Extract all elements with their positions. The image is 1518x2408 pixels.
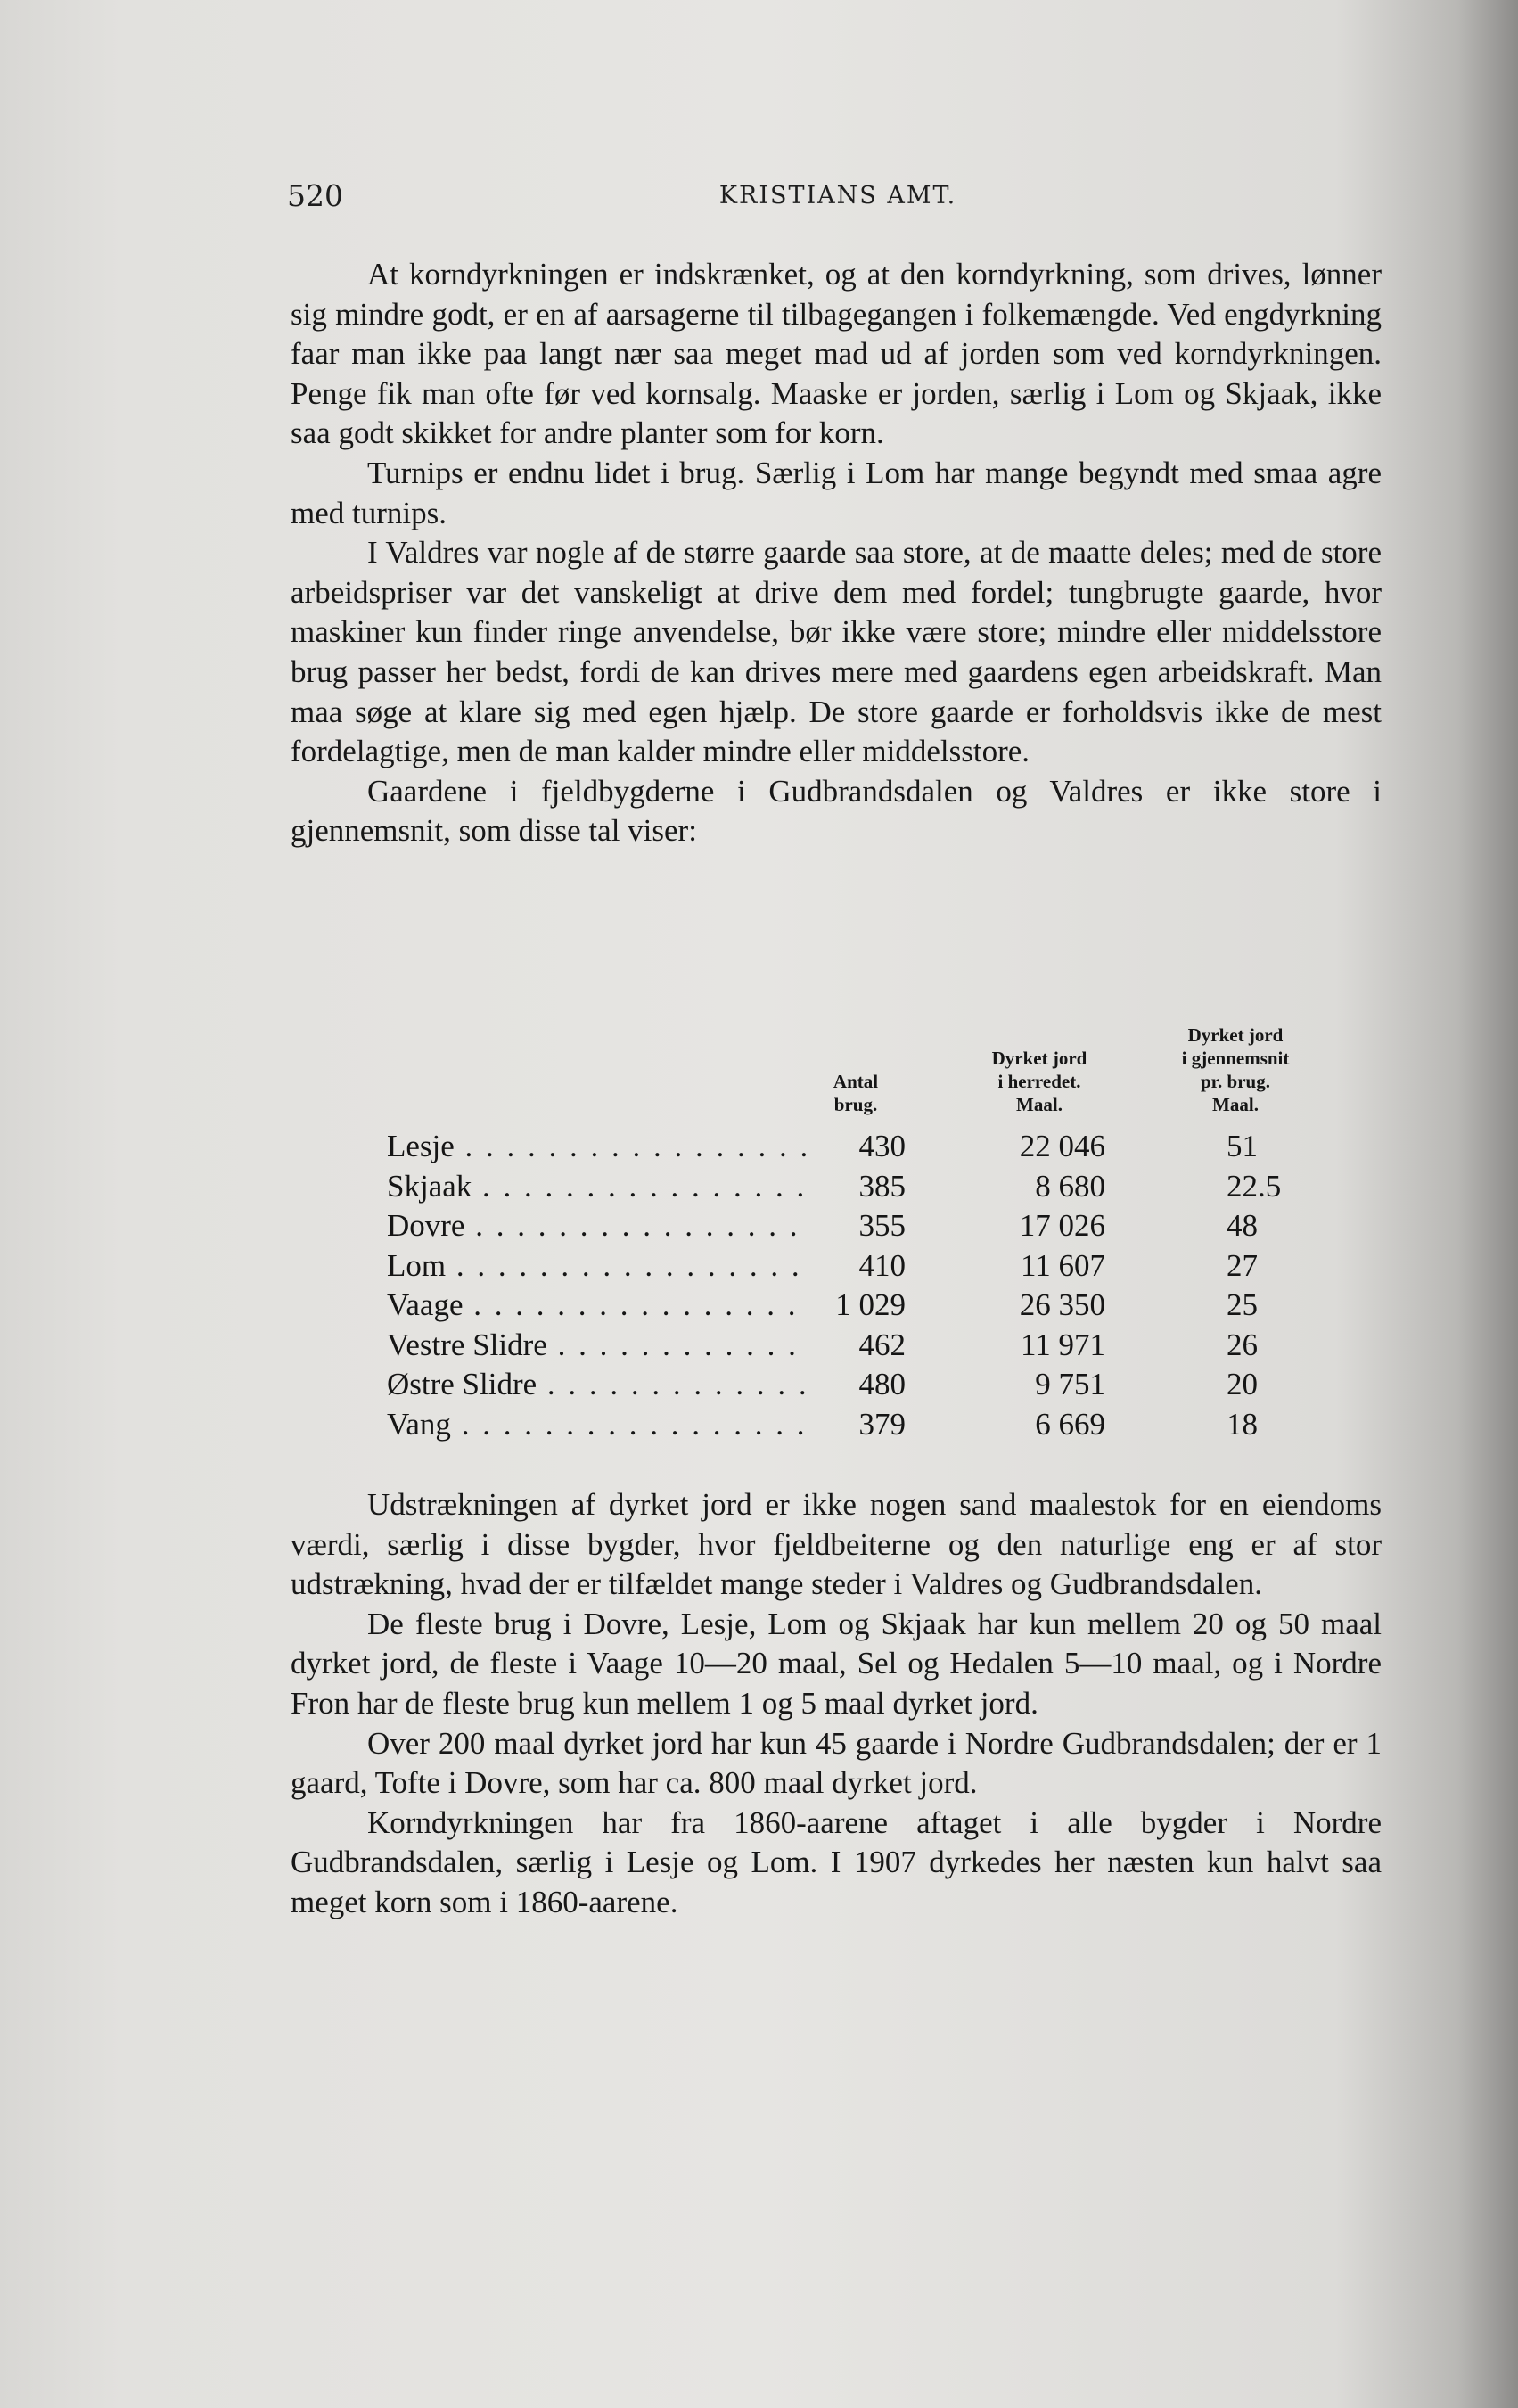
column-header-dyrket-gjennemsnit: Dyrket jord i gjennemsnit pr. brug. Maal. xyxy=(1181,1024,1290,1115)
row-brug-value: 1 029 xyxy=(835,1287,906,1322)
farm-size-table xyxy=(291,1020,1387,1448)
row-brug xyxy=(808,1365,906,1404)
row-avg: 51 xyxy=(1227,1129,1258,1163)
row-brug-value: 379 xyxy=(858,1406,906,1442)
row-brug xyxy=(808,1405,906,1444)
row-dyrket: 6 669 xyxy=(1035,1406,1105,1442)
row-dyrket: 11 971 xyxy=(1021,1327,1105,1362)
paragraph: I Valdres var nogle af de større gaarde saa store, at de maatte deles; med de store arbeidspriser var det vanskeligt at drive dem med fordel; tungbrugte gaarde, hvor maskiner kun finder ringe anvendelse, bør ikke være store; mindre eller middelsstore brug passer her bedst, fordi de kan drives mere med gaardens egen arbeidskraft. Man maa søge at klare sig med egen hjælp. De store gaarde er forholdsvis ikke de mest fordelagtige, men de man kalder mindre eller middelsstore. xyxy=(291,535,1382,769)
row-name: Skjaak . . . xyxy=(387,1167,806,1206)
table-row xyxy=(291,1326,1387,1365)
table-row xyxy=(291,1286,1387,1325)
row-dyrket: 22 046 xyxy=(1019,1129,1105,1163)
paragraph: Turnips er endnu lidet i brug. Særlig i Lom har mange begyndt med smaa agre med turnips. xyxy=(291,455,1382,530)
page-number: 520 xyxy=(287,178,343,213)
row-brug xyxy=(808,1286,906,1325)
row-dyrket: 8 680 xyxy=(1035,1168,1105,1204)
row-name: Dovre . . . xyxy=(387,1206,806,1245)
table-row xyxy=(291,1405,1387,1444)
table-row xyxy=(291,1206,1387,1245)
row-brug-value: 410 xyxy=(858,1247,906,1283)
row-avg: 20 xyxy=(1227,1367,1258,1401)
table-row xyxy=(291,1246,1387,1286)
row-brug xyxy=(808,1206,906,1245)
table-row xyxy=(291,1127,1387,1166)
row-name: Østre Slidre . . . xyxy=(387,1365,806,1404)
column-header-dyrket-herredet: Dyrket jord i herredet. Maal. xyxy=(991,1048,1087,1115)
row-brug xyxy=(808,1326,906,1365)
row-brug xyxy=(808,1127,906,1166)
paragraph: Korndyrkningen har fra 1860-aarene aftaget i alle bygder i Nordre Gudbrandsdalen, særlig i Lesje og Lom. I 1907 dyrkedes her næsten kun halvt saa meget korn som i 1860-aarene. xyxy=(291,1804,1382,1919)
paragraph: Udstrækningen af dyrket jord er ikke nogen sand maalestok for en eiendoms værdi, særlig i disse bygder, hvor fjeldbeiterne og den naturlige eng er af stor udstrækning, hvad der er tilfældet mange steder i Valdres og Gudbrandsdalen. xyxy=(291,1487,1382,1602)
row-dyrket: 11 607 xyxy=(1021,1247,1105,1283)
row-name: Lom . . . xyxy=(387,1246,806,1286)
table-row xyxy=(291,1365,1387,1404)
row-name: Vang . . . xyxy=(387,1405,806,1444)
paragraph: Gaardene i fjeldbygderne i Gudbrandsdalen og Valdres er ikke store i gjennemsnit, som disse tal viser: xyxy=(291,773,1382,849)
row-dyrket: 9 751 xyxy=(1035,1367,1105,1401)
paragraph: At korndyrkningen er indskrænket, og at den korndyrkning, som drives, lønner sig mindre godt, er en af aarsagerne til tilbagegangen i folkemængde. Ved engdyrkning faar man ikke paa langt nær saa meget mad ud af jorden som ved korndyrkningen. Penge fik man ofte før ved kornsalg. Maaske er jorden, særlig i Lom og Skjaak, ikke saa godt skikket for andre planter som for korn. xyxy=(291,257,1382,451)
column-header-antal-brug: Antal brug. xyxy=(833,1071,879,1115)
row-avg: 26 xyxy=(1227,1327,1258,1362)
running-head: KRISTIANS AMT. xyxy=(718,182,957,210)
body-text-bottom xyxy=(291,1485,1382,1923)
body-text-top xyxy=(291,255,1382,851)
row-brug-value: 385 xyxy=(858,1168,906,1204)
row-avg: 25 xyxy=(1227,1287,1258,1322)
row-name: Vestre Slidre . . . xyxy=(387,1326,806,1365)
row-name: Vaage . . . xyxy=(387,1286,806,1325)
paragraph: De fleste brug i Dovre, Lesje, Lom og Skjaak har kun mellem 20 og 50 maal dyrket jord, de fleste i Vaage 10—20 maal, Sel og Hedalen 5—10 maal, og i Nordre Fron har de fleste brug kun mellem 1 og 5 maal dyrket jord. xyxy=(291,1606,1382,1721)
row-brug-value: 355 xyxy=(858,1208,906,1243)
table-row xyxy=(291,1167,1387,1206)
page-header xyxy=(287,178,1389,214)
row-brug xyxy=(808,1246,906,1286)
row-avg: 27 xyxy=(1227,1247,1258,1283)
paragraph: Over 200 maal dyrket jord har kun 45 gaarde i Nordre Gudbrandsdalen; der er 1 gaard, Tofte i Dovre, som har ca. 800 maal dyrket jord. xyxy=(291,1725,1382,1801)
row-dyrket: 17 026 xyxy=(1019,1208,1105,1243)
row-avg: 48 xyxy=(1227,1208,1258,1243)
row-brug-value: 480 xyxy=(858,1367,906,1401)
row-avg: 22.5 xyxy=(1227,1168,1282,1204)
row-brug-value: 430 xyxy=(858,1129,906,1163)
row-brug-value: 462 xyxy=(858,1327,906,1362)
row-name: Lesje . . . xyxy=(387,1127,806,1166)
row-brug xyxy=(808,1167,906,1206)
row-dyrket: 26 350 xyxy=(1019,1287,1105,1322)
row-avg: 18 xyxy=(1227,1406,1258,1442)
